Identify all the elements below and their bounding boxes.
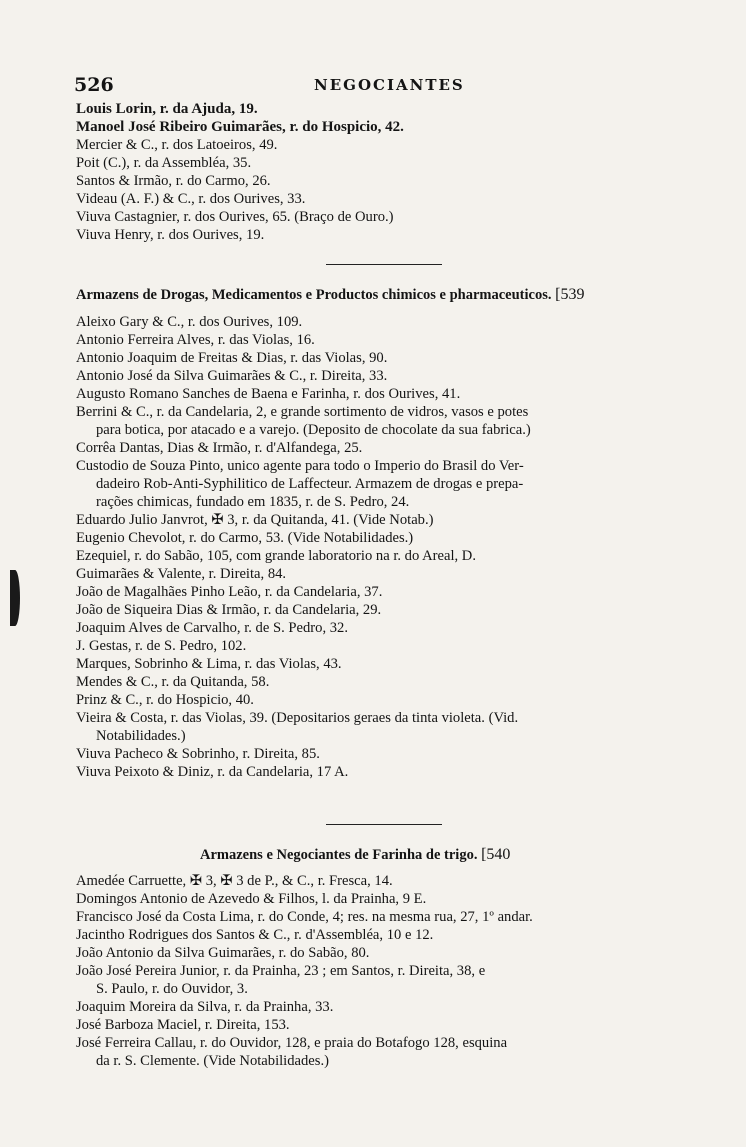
section-title-farinha: [200, 846, 510, 864]
list-item-continuation: S. Paulo, r. do Ouvidor, 3.: [96, 981, 248, 997]
list-item: Manoel José Ribeiro Guimarães, r. do Hospicio, 42.: [76, 119, 404, 135]
running-title: NEGOCIANTES: [314, 76, 465, 94]
list-item: Antonio Ferreira Alves, r. das Violas, 16.: [76, 332, 315, 348]
list-item: Berrini & C., r. da Candelaria, 2, e grande sortimento de vidros, vasos e potes: [76, 404, 529, 420]
list-item: J. Gestas, r. de S. Pedro, 102.: [76, 638, 247, 654]
list-item: Mendes & C., r. da Quitanda, 58.: [76, 674, 270, 690]
list-item: Louis Lorin, r. da Ajuda, 19.: [76, 101, 258, 117]
list-item: Guimarães & Valente, r. Direita, 84.: [76, 566, 287, 582]
list-item: Custodio de Souza Pinto, unico agente para todo o Imperio do Brasil do Ver-: [76, 458, 524, 474]
section-title-drogas: [76, 286, 584, 304]
list-item: Poit (C.), r. da Assembléa, 35.: [76, 155, 252, 171]
list-item: Antonio José da Silva Guimarães & C., r. Direita, 33.: [76, 368, 388, 384]
list-item: José Ferreira Callau, r. do Ouvidor, 128, e praia do Botafogo 128, esquina: [76, 1035, 508, 1051]
ink-blot: [10, 570, 20, 626]
list-item: Francisco José da Costa Lima, r. do Conde, 4; res. na mesma rua, 27, 1º andar.: [76, 909, 533, 925]
list-item: João Antonio da Silva Guimarães, r. do Sabão, 80.: [76, 945, 370, 961]
page-header: [74, 74, 686, 98]
list-item: Amedée Carruette, ✠ 3, ✠ 3 de P., & C., r. Fresca, 14.: [76, 873, 393, 889]
list-item: João de Magalhães Pinho Leão, r. da Candelaria, 37.: [76, 584, 383, 600]
list-item: João José Pereira Junior, r. da Prainha, 23 ; em Santos, r. Direita, 38, e: [76, 963, 486, 979]
list-item: Jacintho Rodrigues dos Santos & C., r. d'Assembléa, 10 e 12.: [76, 927, 434, 943]
list-item: Viuva Peixoto & Diniz, r. da Candelaria, 17 A.: [76, 764, 349, 780]
page-number: 526: [74, 74, 114, 96]
section-title-text: Armazens e Negociantes de Farinha de trigo.: [200, 847, 478, 863]
section-title-text: Armazens de Drogas, Medicamentos e Productos chimicos e pharmaceuticos.: [76, 287, 552, 303]
list-item: Viuva Pacheco & Sobrinho, r. Direita, 85.: [76, 746, 320, 762]
list-item-continuation: Notabilidades.): [96, 728, 186, 744]
list-item: João de Siqueira Dias & Irmão, r. da Candelaria, 29.: [76, 602, 382, 618]
list-item: Viuva Castagnier, r. dos Ourives, 65. (Braço de Ouro.): [76, 209, 394, 225]
list-item: Joaquim Alves de Carvalho, r. de S. Pedro, 32.: [76, 620, 348, 636]
list-item: Domingos Antonio de Azevedo & Filhos, l. da Prainha, 9 E.: [76, 891, 427, 907]
list-item: Joaquim Moreira da Silva, r. da Prainha, 33.: [76, 999, 334, 1015]
list-item: Marques, Sobrinho & Lima, r. das Violas, 43.: [76, 656, 342, 672]
list-item: Eugenio Chevolot, r. do Carmo, 53. (Vide Notabilidades.): [76, 530, 414, 546]
section-ref: [540: [481, 846, 511, 863]
section-divider: [326, 264, 442, 265]
list-item: Viuva Henry, r. dos Ourives, 19.: [76, 227, 265, 243]
list-item: Prinz & C., r. do Hospicio, 40.: [76, 692, 254, 708]
list-item-continuation: rações chimicas, fundado em 1835, r. de S. Pedro, 24.: [96, 494, 410, 510]
list-item: Antonio Joaquim de Freitas & Dias, r. das Violas, 90.: [76, 350, 388, 366]
list-item: Mercier & C., r. dos Latoeiros, 49.: [76, 137, 278, 153]
list-item-continuation: para botica, por atacado e a varejo. (Deposito de chocolate da sua fabrica.): [96, 422, 531, 438]
list-item: Santos & Irmão, r. do Carmo, 26.: [76, 173, 271, 189]
list-item: Augusto Romano Sanches de Baena e Farinha, r. dos Ourives, 41.: [76, 386, 461, 402]
list-item: Corrêa Dantas, Dias & Irmão, r. d'Alfandega, 25.: [76, 440, 363, 456]
list-item-continuation: dadeiro Rob-Anti-Syphilitico de Laffecteur. Armazem de drogas e prepa-: [96, 476, 524, 492]
list-item: José Barboza Maciel, r. Direita, 153.: [76, 1017, 290, 1033]
section-divider: [326, 824, 442, 825]
list-item: Videau (A. F.) & C., r. dos Ourives, 33.: [76, 191, 306, 207]
list-item: Aleixo Gary & C., r. dos Ourives, 109.: [76, 314, 303, 330]
list-item-continuation: da r. S. Clemente. (Vide Notabilidades.): [96, 1053, 329, 1069]
section-ref: [539: [555, 286, 585, 303]
list-item: Vieira & Costa, r. das Violas, 39. (Depositarios geraes da tinta violeta. (Vid.: [76, 710, 519, 726]
list-item: Eduardo Julio Janvrot, ✠ 3, r. da Quitanda, 41. (Vide Notab.): [76, 512, 434, 528]
list-item: Ezequiel, r. do Sabão, 105, com grande laboratorio na r. do Areal, D.: [76, 548, 476, 564]
